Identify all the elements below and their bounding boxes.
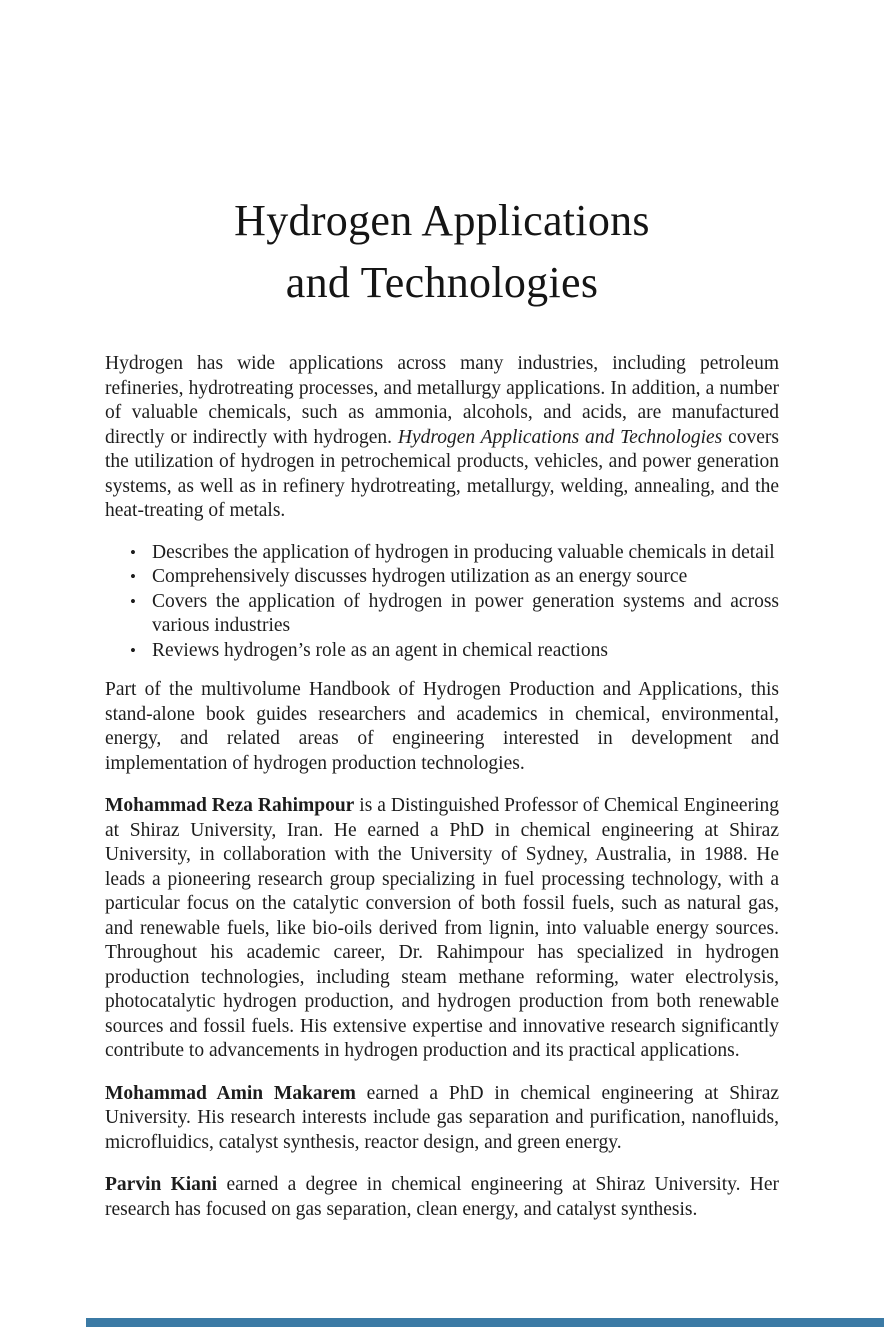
author-name-rahimpour: Mohammad Reza Rahimpour [105,795,355,816]
author-bio-text-makarem: earned a PhD in chemical engineering at Shiraz University. His research interests include gas separation and purification, nanofluids, microfluidics, catalyst synthesis, reactor design, and green energy. [105,1082,780,1153]
intro-text-before: Hydrogen has wide applications across many industries, including petroleum refineries, hydrotreating processes, and metallurgy applications. In addition, a number of valuable chemicals, such as ammonia, alcohols, and acids, are manufactured directly or indirectly with hydrogen. [105,353,779,448]
feature-item-1: • Describes the application of hydrogen in producing valuable chemicals in detail [152,541,779,566]
intro-text-after: covers the utilization of hydrogen in petrochemical products, vehicles, and power generation systems, as well as in refinery hydrotreating, metallurgy, welding, annealing, and the heat-treating of metals. [105,426,779,521]
book-title [105,190,779,314]
feature-item-4: • Reviews hydrogen’s role as an agent in chemical reactions [152,639,779,664]
book-title-line-2: and Technologies [285,258,599,307]
intro-paragraph [105,352,779,524]
author-bio-rahimpour [105,794,779,1064]
author-name-kiani: Parvin Kiani [105,1174,218,1195]
book-title-line-1: Hydrogen Applications [234,196,650,245]
feature-list [105,541,779,664]
series-paragraph: Part of the multivolume Handbook of Hydrogen Production and Applications, this stand-alone book guides researchers and academics in chemical, environmental, energy, and related areas of engineering interested in development and implementation of hydrogen production technologies. [105,679,779,774]
author-bio-text-rahimpour: is a Distinguished Professor of Chemical Engineering at Shiraz University, Iran. He earned a PhD in chemical engineering at Shiraz University, in collaboration with the University of Sydney, Australia, in 1988. He leads a pioneering research group specializing in fuel processing technology, with a particular focus on the catalytic conversion of both fossil fuels, such as natural gas, and renewable fuels, like bio-oils derived from lignin, into valuable energy sources. Throughout his academic career, Dr. Rahimpour has specialized in hydrogen production technologies, including steam methane reforming, water electrolysis, photocatalytic hydrogen production, and hydrogen production from both renewable sources and fossil fuels. His extensive expertise and innovative research significantly contribute to advancements in hydrogen production and its practical applications. [105,795,779,1061]
feature-item-3: • Covers the application of hydrogen in power generation systems and across various industries [152,590,779,639]
author-bio-kiani [105,1173,779,1222]
author-name-makarem: Mohammad Amin Makarem [105,1082,356,1104]
intro-book-title-italic: Hydrogen Applications and Technologies [397,426,723,448]
bottom-accent-bar [86,1318,884,1327]
page-content-column [105,0,779,1222]
author-bio-text-kiani: earned a degree in chemical engineering at Shiraz University. Her research has focused on gas separation, clean energy, and catalyst synthesis. [105,1174,779,1220]
feature-item-2: • Comprehensively discusses hydrogen utilization as an energy source [152,565,779,590]
author-bio-makarem [105,1082,779,1156]
